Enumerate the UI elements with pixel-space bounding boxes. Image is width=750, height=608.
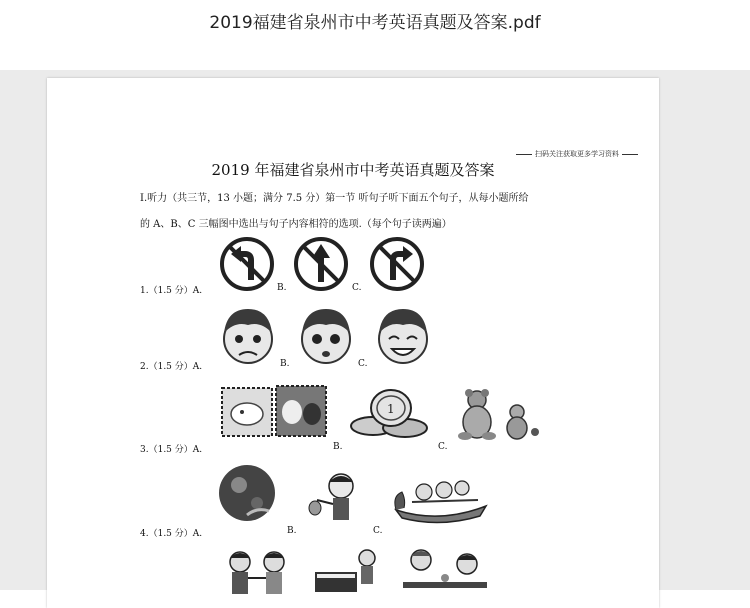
girl-with-lantern-image [305, 470, 371, 528]
no-left-turn-sign-icon [219, 236, 275, 292]
section-instruction-line-1: Ⅰ.听力（共三节，13 小题；满分 7.5 分）第一节 听句子听下面五个句子，从每小题所给 [140, 193, 529, 204]
children-at-table-image [399, 548, 491, 598]
question-2-label: 2.（1.5 分）A. [140, 362, 203, 372]
boy-playing-piano-image [309, 548, 385, 598]
question-4-option-c: C. [373, 526, 383, 536]
question-2-option-b: B. [280, 359, 290, 369]
teddy-bears-image [455, 388, 541, 442]
question-3-option-c: C. [438, 442, 448, 452]
question-4-option-b: B. [287, 526, 297, 536]
pdf-page [47, 78, 659, 608]
question-2-option-c: C. [358, 359, 368, 369]
question-1-option-b: B. [277, 283, 287, 293]
dragon-boat-image [392, 466, 490, 526]
no-right-turn-sign-icon [369, 236, 425, 292]
header-dash-right [622, 154, 638, 155]
boy-face-surprised-icon [295, 303, 357, 367]
question-3-option-b: B. [333, 442, 343, 452]
moon-image [217, 463, 279, 525]
stamps-image [220, 384, 328, 440]
question-1-label: 1.（1.5 分）A. [140, 286, 203, 296]
viewer-header [0, 0, 750, 70]
page-header-note [513, 149, 641, 159]
document-title: 2019福建省泉州市中考英语真题及答案.pdf [209, 13, 541, 33]
paper-title: 2019 年福建省泉州市中考英语真题及答案 [211, 161, 495, 179]
children-pair-image [222, 548, 292, 598]
coins-image [347, 384, 431, 442]
section-instruction-line-2: 的 A、B、C 三幅图中选出与句子内容相符的选项.（每个句子读两遍） [140, 219, 452, 230]
pdf-viewer[interactable] [0, 70, 750, 590]
go-straight-sign-icon [293, 236, 349, 292]
question-1-option-c: C. [352, 283, 362, 293]
header-dash-left [516, 154, 532, 155]
boy-face-sad-icon [217, 303, 279, 367]
question-4-label: 4.（1.5 分）A. [140, 529, 203, 539]
boy-face-happy-icon [372, 303, 434, 367]
question-3-label: 3.（1.5 分）A. [140, 445, 203, 455]
svg-text:1: 1 [387, 402, 395, 416]
header-note-text: 扫码关注获取更多学习资料 [535, 150, 619, 158]
